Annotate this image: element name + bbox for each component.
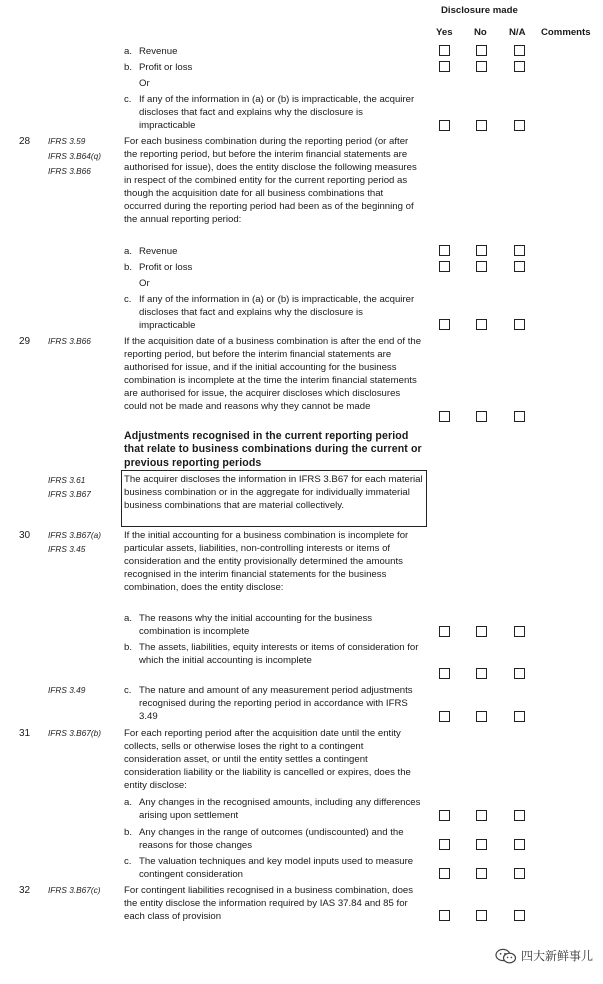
question-number: 31 [19,728,31,739]
list-item: b. Any changes in the range of outcomes (undiscounted) and the reasons for those changes [124,827,404,851]
na-checkbox[interactable] [514,810,525,821]
yes-checkbox[interactable] [439,668,450,679]
na-checkbox[interactable] [514,120,525,131]
no-checkbox[interactable] [476,839,487,850]
list-item: b. The assets, liabilities, equity interests or items of consideration for which the initial accounting is incomplete [124,642,419,666]
question-text: For each reporting period after the acquisition date until the entity collects, sells or otherwise loses the right to a contingent consideration asset, or until the entity settles a contingent consideration liability or the liability is cancelled or expires, does the entity disclose: [124,728,411,791]
yes-checkbox[interactable] [439,245,450,256]
no-checkbox[interactable] [476,245,487,256]
no-checkbox[interactable] [476,319,487,330]
watermark [495,948,593,964]
yes-checkbox[interactable] [439,120,450,131]
list-item: a. Any changes in the recognised amounts, including any differences arising upon settlement [124,797,421,821]
reference: IFRS 3.B66 [48,166,91,176]
or-label: Or [139,278,150,289]
yes-checkbox[interactable] [439,261,450,272]
col-yes-header: Yes [436,27,453,38]
reference: IFRS 3.B67(b) [48,728,102,738]
no-checkbox[interactable] [476,120,487,131]
or-label: Or [139,78,150,89]
list-item: c. If any of the information in (a) or (b) is impracticable, the acquirer discloses that fact and explains why the disclosure is impracticable [124,94,415,131]
reference: IFRS 3.B66 [48,336,91,346]
no-checkbox[interactable] [476,626,487,637]
na-checkbox[interactable] [514,261,525,272]
reference: IFRS 3.61 [48,475,86,485]
na-checkbox[interactable] [514,711,525,722]
yes-checkbox[interactable] [439,411,450,422]
list-item: c. The nature and amount of any measurement period adjustments recognised during the reporting period in accordance with IFRS 3.49 [124,685,413,722]
yes-checkbox[interactable] [439,626,450,637]
na-checkbox[interactable] [514,868,525,879]
reference: IFRS 3.59 [48,136,86,146]
no-checkbox[interactable] [476,810,487,821]
section-heading: Adjustments recognised in the current reporting period that relate to business combinations during the current or previous reporting periods [124,430,422,469]
col-na-header: N/A [509,27,526,38]
reference: IFRS 3.B64(q) [48,151,102,161]
no-checkbox[interactable] [476,61,487,72]
reference: IFRS 3.B67(a) [48,530,102,540]
yes-checkbox[interactable] [439,810,450,821]
disclosure-made-header: Disclosure made [441,5,518,16]
no-checkbox[interactable] [476,261,487,272]
yes-checkbox[interactable] [439,868,450,879]
wechat-icon [495,948,517,964]
no-checkbox[interactable] [476,45,487,56]
no-checkbox[interactable] [476,910,487,921]
yes-checkbox[interactable] [439,319,450,330]
yes-checkbox[interactable] [439,910,450,921]
no-checkbox[interactable] [476,668,487,679]
no-checkbox[interactable] [476,411,487,422]
question-text: If the acquisition date of a business combination is after the end of the reporting period, but before the interim financial statements are authorised for issue, and if the initial accounting for the business combination is incomplete at the time the interim financial statements are authorised for issue, the acquirer discloses which disclosures could not be made and reasons why they cannot be made [124,336,422,412]
yes-checkbox[interactable] [439,61,450,72]
no-checkbox[interactable] [476,868,487,879]
list-item: a. The reasons why the initial accounting for the business combination is incomplete [124,613,373,637]
list-item: b. Profit or loss [124,262,193,273]
yes-checkbox[interactable] [439,711,450,722]
list-item: c. If any of the information in (a) or (b) is impracticable, the acquirer discloses that fact and explains why the disclosure is impracticable [124,294,415,331]
watermark-text: 四大新鲜事儿 [520,948,593,963]
list-item: a. Revenue [124,246,178,257]
na-checkbox[interactable] [514,45,525,56]
question-number: 30 [19,530,31,541]
question-text: For contingent liabilities recognised in a business combination, does the entity disclose the information required by IAS 37.84 and 85 for each class of provision [124,885,414,922]
col-comments-header: Comments [541,27,591,38]
na-checkbox[interactable] [514,245,525,256]
list-item: a. Revenue [124,46,178,57]
na-checkbox[interactable] [514,411,525,422]
question-number: 28 [19,136,31,147]
col-no-header: No [474,27,487,38]
yes-checkbox[interactable] [439,839,450,850]
list-item: b. Profit or loss [124,62,193,73]
reference: IFRS 3.B67 [48,489,91,499]
no-checkbox[interactable] [476,711,487,722]
question-text: If the initial accounting for a business combination is incomplete for particular assets, liabilities, non-controlling interests or items of consideration and the entity provisionally determined the amounts recognised in the interim financial statements for the business combination, does the entity disclose: [124,530,409,593]
yes-checkbox[interactable] [439,45,450,56]
na-checkbox[interactable] [514,910,525,921]
note-text: The acquirer discloses the information in IFRS 3.B67 for each material business combination or in the aggregate for individually immaterial business combinations that are material collectively. [124,474,423,511]
na-checkbox[interactable] [514,61,525,72]
na-checkbox[interactable] [514,668,525,679]
question-text: For each business combination during the reporting period (or after the reporting period, but before the interim financial statements are authorised for issue), does the entity disclose the following measures in respect of the combined entity for the current reporting period as though the acquisition date for all business combinations that occurred during the reporting period had been as of the beginning of the annual reporting period: [124,136,417,225]
na-checkbox[interactable] [514,626,525,637]
reference: IFRS 3.B67(c) [48,885,101,895]
reference: IFRS 3.45 [48,544,86,554]
list-item: c. The valuation techniques and key model inputs used to measure contingent consideration [124,856,414,880]
question-number: 29 [19,336,31,347]
question-number: 32 [19,885,31,896]
na-checkbox[interactable] [514,839,525,850]
na-checkbox[interactable] [514,319,525,330]
reference: IFRS 3.49 [48,685,86,695]
